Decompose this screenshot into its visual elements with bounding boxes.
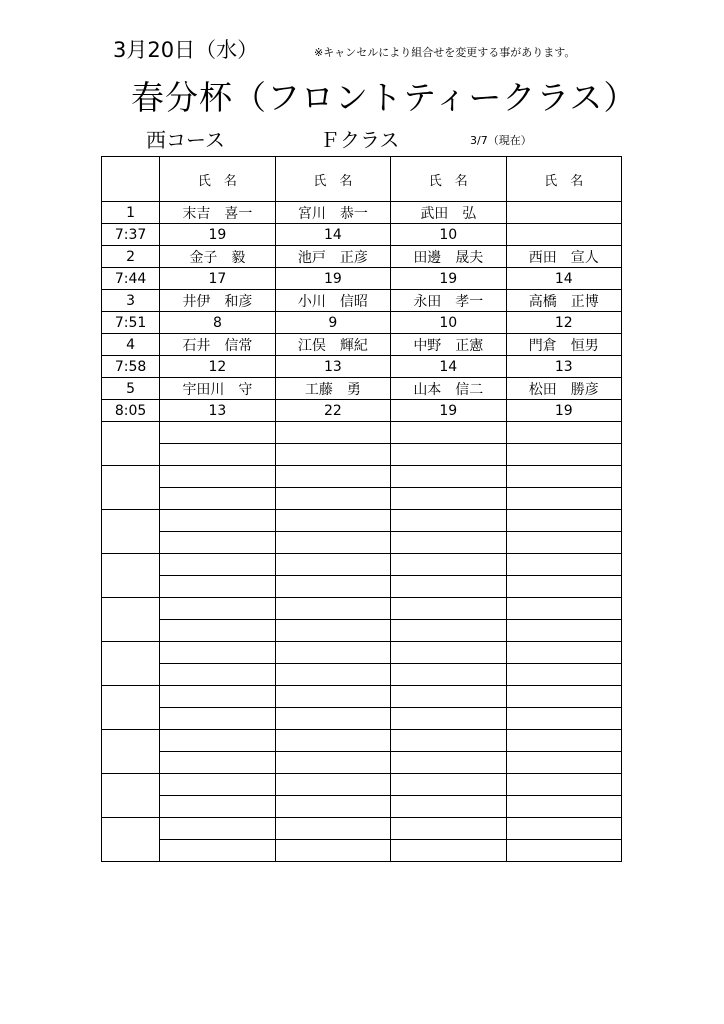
table-row [102,686,622,708]
table-row [102,554,622,576]
player-name: 松田 勝彦 [506,378,621,400]
player-value [391,708,506,730]
table-row [102,642,622,664]
player-value [160,532,275,554]
player-value [506,796,621,818]
group-number: 5 [102,378,160,400]
table-row [102,202,622,224]
course-name: 西コース [146,128,225,152]
player-name [275,642,390,664]
player-value [275,752,390,774]
player-name [275,818,390,840]
group-cell-empty [102,818,160,862]
player-value: 9 [275,312,390,334]
player-name [160,598,275,620]
group-number: 3 [102,290,160,312]
column-header: 氏 名 [275,157,390,202]
player-value [506,532,621,554]
player-name [506,686,621,708]
player-name [391,466,506,488]
page-title: 春分杯（フロントティークラス） [131,78,638,117]
as-of-date: 3/7（現在） [470,134,532,147]
player-value [160,708,275,730]
player-value [275,532,390,554]
player-name [506,774,621,796]
player-value: 19 [506,400,621,422]
player-name [275,686,390,708]
group-cell-empty [102,730,160,774]
player-name: 西田 宣人 [506,246,621,268]
player-name: 池戸 正彦 [275,246,390,268]
player-name: 門倉 恒男 [506,334,621,356]
player-value [160,752,275,774]
player-value: 12 [160,356,275,378]
player-name: 宇田川 守 [160,378,275,400]
player-name [160,466,275,488]
player-value [391,444,506,466]
player-value: 13 [275,356,390,378]
tee-time: 7:37 [102,224,160,246]
column-header: 氏 名 [506,157,621,202]
table-row [102,334,622,356]
player-name: 山本 信二 [391,378,506,400]
player-name [275,730,390,752]
player-value: 19 [391,268,506,290]
table-row [102,620,622,642]
table-row [102,444,622,466]
group-cell-empty [102,554,160,598]
player-value [160,796,275,818]
event-date: 3月20日（水） [113,38,259,62]
group-number: 1 [102,202,160,224]
player-value [506,620,621,642]
player-value [391,664,506,686]
player-name: 田邊 晟夫 [391,246,506,268]
player-value [391,532,506,554]
table-row [102,246,622,268]
player-value: 14 [275,224,390,246]
player-name: 金子 毅 [160,246,275,268]
player-value: 12 [506,312,621,334]
player-name: 小川 信昭 [275,290,390,312]
player-name [506,202,621,224]
table-row [102,774,622,796]
player-name: 末吉 喜一 [160,202,275,224]
player-name [391,686,506,708]
table-header-row [102,157,622,202]
player-value [391,796,506,818]
player-name [391,510,506,532]
player-name [391,774,506,796]
player-name: 永田 孝一 [391,290,506,312]
table-row [102,818,622,840]
player-name [275,554,390,576]
player-name: 工藤 勇 [275,378,390,400]
player-value [275,488,390,510]
table-row [102,422,622,444]
player-name [506,510,621,532]
player-value: 19 [391,400,506,422]
player-value [506,224,621,246]
player-name [160,774,275,796]
player-value [160,840,275,862]
player-value [506,488,621,510]
player-value [506,752,621,774]
player-value [160,444,275,466]
table-row [102,796,622,818]
player-value [391,840,506,862]
table-row [102,356,622,378]
player-value: 14 [391,356,506,378]
player-value [160,488,275,510]
player-name: 井伊 和彦 [160,290,275,312]
player-name [160,818,275,840]
tee-time: 7:51 [102,312,160,334]
player-name [506,598,621,620]
player-name [506,422,621,444]
player-name [275,422,390,444]
table-row [102,466,622,488]
player-name [506,818,621,840]
tee-time: 7:44 [102,268,160,290]
player-name [391,598,506,620]
group-cell-empty [102,422,160,466]
group-cell-empty [102,598,160,642]
table-row [102,268,622,290]
player-name [506,466,621,488]
group-number: 2 [102,246,160,268]
table-row [102,730,622,752]
player-value [160,576,275,598]
tee-time: 7:58 [102,356,160,378]
table-row [102,290,622,312]
table-row [102,708,622,730]
player-value: 22 [275,400,390,422]
player-value: 8 [160,312,275,334]
player-value: 13 [506,356,621,378]
player-name: 石井 信常 [160,334,275,356]
player-value [275,796,390,818]
player-value [506,708,621,730]
player-value [275,664,390,686]
player-value: 13 [160,400,275,422]
table-row [102,664,622,686]
player-name [506,554,621,576]
cancellation-notice: ※キャンセルにより組合せを変更する事があります。 [314,46,576,59]
player-name [160,422,275,444]
player-name [391,554,506,576]
player-name [275,774,390,796]
player-name: 武田 弘 [391,202,506,224]
player-name [160,642,275,664]
table-row [102,840,622,862]
player-name [275,466,390,488]
table-row [102,510,622,532]
player-name: 江俣 輝紀 [275,334,390,356]
player-name [275,598,390,620]
player-name: 宮川 恭一 [275,202,390,224]
player-name [160,686,275,708]
player-value [275,840,390,862]
player-value [506,664,621,686]
group-header-cell [102,157,160,202]
player-value [391,620,506,642]
player-name [391,730,506,752]
player-name [506,730,621,752]
player-value [275,444,390,466]
player-value [275,576,390,598]
player-value [391,488,506,510]
table-row [102,488,622,510]
player-name [391,818,506,840]
table-row [102,312,622,334]
player-name [506,642,621,664]
player-value: 10 [391,224,506,246]
pairing-table-body [102,157,622,862]
table-row [102,532,622,554]
player-value [506,840,621,862]
player-value [275,708,390,730]
pairing-table [101,156,622,862]
player-value [275,620,390,642]
table-row [102,598,622,620]
group-cell-empty [102,774,160,818]
group-cell-empty [102,510,160,554]
column-header: 氏 名 [391,157,506,202]
player-value: 10 [391,312,506,334]
player-name [160,510,275,532]
column-header: 氏 名 [160,157,275,202]
table-row [102,752,622,774]
player-value: 14 [506,268,621,290]
player-value: 17 [160,268,275,290]
player-name: 高橋 正博 [506,290,621,312]
player-name [391,422,506,444]
table-row [102,224,622,246]
group-number: 4 [102,334,160,356]
group-cell-empty [102,686,160,730]
tee-time: 8:05 [102,400,160,422]
player-name [160,554,275,576]
player-name [391,642,506,664]
table-row [102,400,622,422]
player-value [506,576,621,598]
player-name [275,510,390,532]
player-value [391,752,506,774]
player-value [160,664,275,686]
player-name: 中野 正憲 [391,334,506,356]
player-value: 19 [160,224,275,246]
player-value [506,444,621,466]
class-name: Ｆクラス [320,128,400,152]
table-row [102,576,622,598]
player-name [160,730,275,752]
player-value [391,576,506,598]
group-cell-empty [102,466,160,510]
group-cell-empty [102,642,160,686]
table-row [102,378,622,400]
player-value [160,620,275,642]
player-value: 19 [275,268,390,290]
